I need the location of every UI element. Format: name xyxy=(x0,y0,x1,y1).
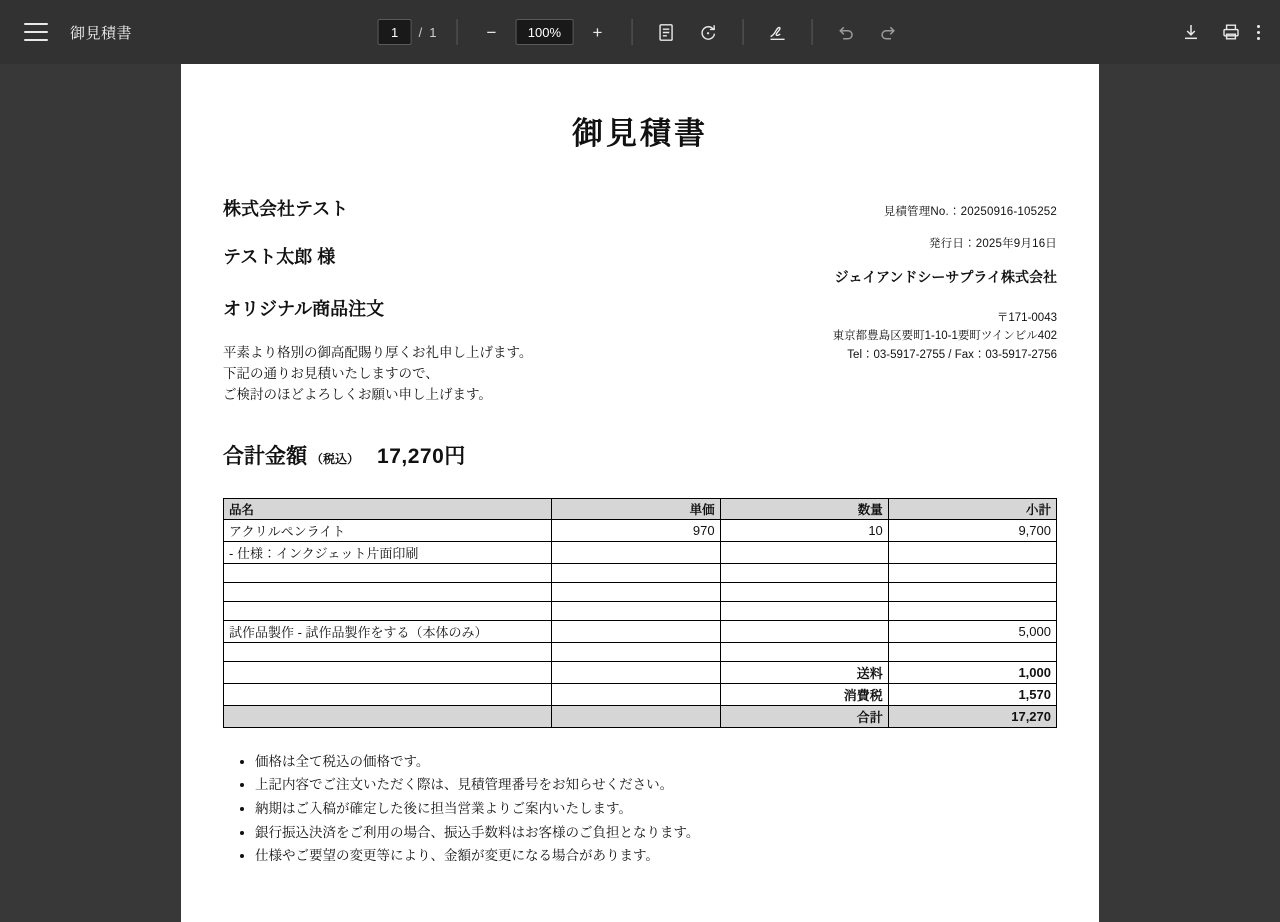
header-subtotal: 小計 xyxy=(888,498,1056,519)
zoom-out-button[interactable]: − xyxy=(486,22,497,42)
cell-quantity xyxy=(720,563,888,582)
toolbar-divider-4 xyxy=(811,19,812,45)
cell-quantity: 10 xyxy=(720,519,888,541)
cell-quantity xyxy=(720,601,888,620)
table-row xyxy=(224,705,1057,727)
cell-item-name xyxy=(224,563,552,582)
table-row xyxy=(224,601,1057,620)
toolbar-divider-1 xyxy=(456,19,457,45)
toolbar-center-group xyxy=(378,0,903,64)
cell-quantity: 送料 xyxy=(720,661,888,683)
invoice-header xyxy=(223,195,1057,406)
cell-subtotal: 5,000 xyxy=(888,620,1056,642)
more-options-icon[interactable] xyxy=(1257,25,1260,40)
issuer-address xyxy=(690,309,1057,364)
cell-quantity xyxy=(720,642,888,661)
undo-icon[interactable] xyxy=(832,18,860,46)
cell-quantity xyxy=(720,582,888,601)
print-icon[interactable] xyxy=(1217,18,1245,46)
toolbar-right-group xyxy=(1177,18,1280,46)
page-navigation xyxy=(378,19,437,45)
invoice-title: 御見積書 xyxy=(572,116,708,151)
cell-item-name xyxy=(224,601,552,620)
table-row xyxy=(224,683,1057,705)
redo-icon[interactable] xyxy=(874,18,902,46)
cell-unit-price xyxy=(552,563,720,582)
cell-unit-price xyxy=(552,620,720,642)
issue-date: 発行日：2025年9月16日 xyxy=(928,238,1057,250)
cell-subtotal xyxy=(888,601,1056,620)
cell-unit-price: 970 xyxy=(552,519,720,541)
note-item: • 上記内容でご注文いただく際は、見積管理番号をお知らせください。 xyxy=(255,773,1057,797)
order-title: オリジナル商品注文 xyxy=(223,299,385,319)
header-quantity: 数量 xyxy=(720,498,888,519)
issuer-street: 東京都豊島区要町1-10-1要町ツインビル402 xyxy=(832,330,1057,343)
customer-block xyxy=(223,195,657,406)
toolbar-divider-2 xyxy=(631,19,632,45)
greeting-line-3: ご検討のほどよろしくお願い申し上げます。 xyxy=(223,386,492,402)
pdf-page-1 xyxy=(181,64,1099,922)
notes-list xyxy=(223,750,1057,868)
cell-item-name: 試作品製作 - 試作品製作をする（本体のみ） xyxy=(224,620,552,642)
cell-subtotal xyxy=(888,563,1056,582)
issuer-block xyxy=(690,195,1057,406)
table-header-row xyxy=(224,498,1057,519)
table-row xyxy=(224,519,1057,541)
table-row xyxy=(224,582,1057,601)
issuer-postal: 〒171-0043 xyxy=(996,312,1057,324)
header-item-name: 品名 xyxy=(224,498,552,519)
total-amount-line xyxy=(223,440,1057,470)
table-body xyxy=(224,519,1057,727)
cell-subtotal xyxy=(888,642,1056,661)
cell-quantity xyxy=(720,620,888,642)
total-amount: 17,270円 xyxy=(377,444,466,468)
cell-unit-price xyxy=(552,705,720,727)
greeting-text xyxy=(223,343,657,406)
toolbar-left-group xyxy=(0,22,260,43)
document-title: 御見積書 xyxy=(70,24,133,42)
cell-subtotal: 17,270 xyxy=(888,705,1056,727)
cell-item-name: アクリルペンライト xyxy=(224,519,552,541)
cell-item-name xyxy=(224,705,552,727)
table-head xyxy=(224,498,1057,519)
zoom-level-value[interactable]: 100% xyxy=(515,19,573,45)
hamburger-menu-icon[interactable] xyxy=(24,23,48,41)
issuer-name: ジェイアンドシーサプライ株式会社 xyxy=(834,269,1057,285)
cell-item-name xyxy=(224,642,552,661)
cell-subtotal xyxy=(888,541,1056,563)
page-separator: / xyxy=(418,24,423,40)
cell-quantity xyxy=(720,541,888,563)
cell-unit-price xyxy=(552,582,720,601)
quote-number: 見積管理No.：20250916-105252 xyxy=(883,206,1057,218)
pdf-viewer-canvas[interactable] xyxy=(0,64,1280,922)
cell-item-name xyxy=(224,661,552,683)
total-tax-note: （税込） xyxy=(311,451,360,466)
note-item: • 銀行振込決済をご利用の場合、振込手数料はお客様のご負担となります。 xyxy=(255,821,1057,845)
cell-subtotal: 1,570 xyxy=(888,683,1056,705)
customer-person: テスト太郎 様 xyxy=(223,247,336,267)
line-items-table xyxy=(223,498,1057,728)
customer-company: 株式会社テスト xyxy=(223,199,349,219)
table-row xyxy=(224,563,1057,582)
table-row xyxy=(224,620,1057,642)
ink-annotation-icon[interactable] xyxy=(763,18,791,46)
cell-subtotal: 1,000 xyxy=(888,661,1056,683)
cell-item-name xyxy=(224,582,552,601)
greeting-line-2: 下記の通りお見積いたしますので、 xyxy=(223,365,439,381)
zoom-controls xyxy=(477,18,611,46)
cell-quantity: 合計 xyxy=(720,705,888,727)
cell-subtotal xyxy=(888,582,1056,601)
rotate-icon[interactable] xyxy=(694,18,722,46)
note-item: • 価格は全て税込の価格です。 xyxy=(255,750,1057,774)
download-icon[interactable] xyxy=(1177,18,1205,46)
cell-unit-price xyxy=(552,683,720,705)
table-row xyxy=(224,642,1057,661)
cell-subtotal: 9,700 xyxy=(888,519,1056,541)
total-label: 合計金額 xyxy=(223,444,307,468)
cell-unit-price xyxy=(552,642,720,661)
cell-quantity: 消費税 xyxy=(720,683,888,705)
table-row xyxy=(224,541,1057,563)
cell-unit-price xyxy=(552,541,720,563)
note-item: • 仕様やご要望の変更等により、金額が変更になる場合があります。 xyxy=(255,844,1057,868)
page-total: 1 xyxy=(429,24,437,40)
greeting-line-1: 平素より格別の御高配賜り厚くお礼申し上げます。 xyxy=(223,345,533,360)
toolbar-divider-3 xyxy=(742,19,743,45)
issuer-contact: Tel：03-5917-2755 / Fax：03-5917-2756 xyxy=(847,348,1057,361)
note-item: • 納期はご入稿が確定した後に担当営業よりご案内いたします。 xyxy=(255,797,1057,821)
table-row xyxy=(224,661,1057,683)
fit-to-page-icon[interactable] xyxy=(652,18,680,46)
page-number-input[interactable] xyxy=(378,19,412,45)
cell-item-name xyxy=(224,683,552,705)
cell-unit-price xyxy=(552,661,720,683)
cell-item-name: - 仕様：インクジェット片面印刷 xyxy=(224,541,552,563)
pdf-viewer-toolbar xyxy=(0,0,1280,64)
cell-unit-price xyxy=(552,601,720,620)
header-unit-price: 単価 xyxy=(552,498,720,519)
zoom-in-button[interactable]: + xyxy=(592,22,603,42)
